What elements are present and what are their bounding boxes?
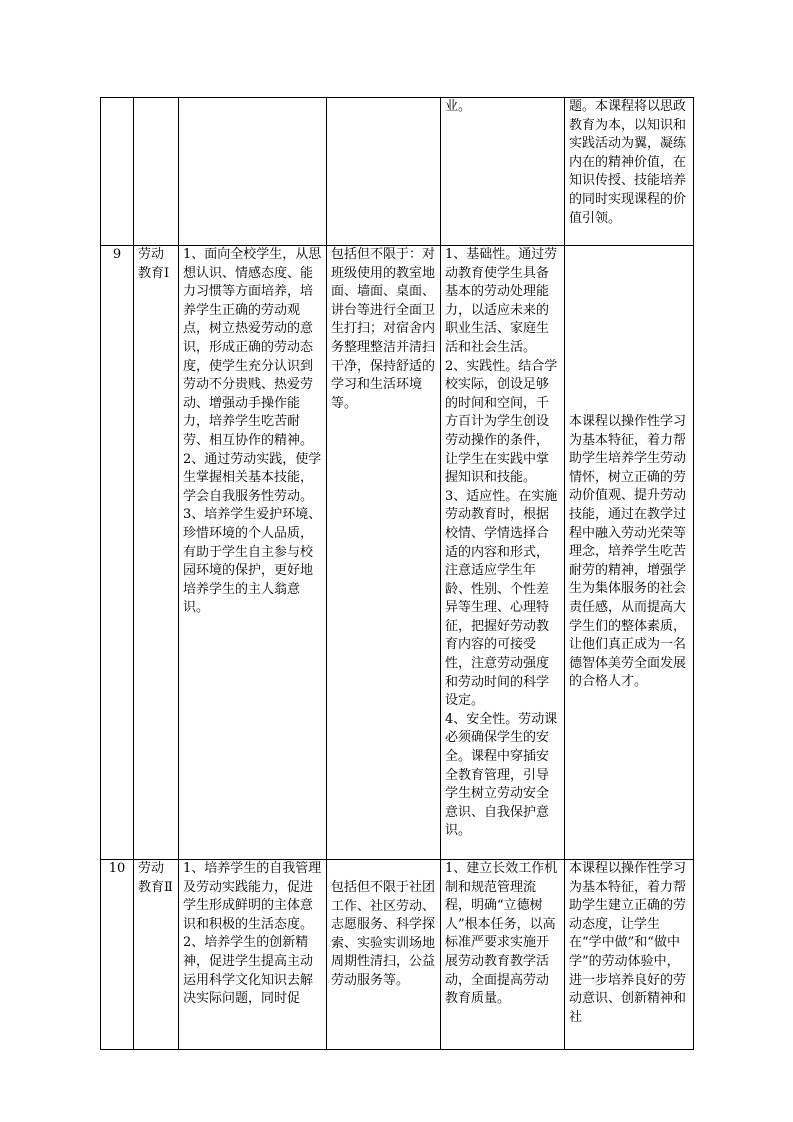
- requirement-paragraph: 4、安全性。劳动课必须确保学生的安全。课程中穿插安全教育管理，引导学生树立劳动安全意识、自我保护意识。: [445, 711, 558, 839]
- course-requirements-cell: [441, 246, 565, 860]
- requirement-paragraph: 1、基础性。通过劳动教育使学生具备基本的劳动处理能力，以适应未来的职业生活、家庭生活和社会生活。: [445, 247, 558, 355]
- course-content-cell: [327, 860, 441, 1050]
- description-paragraph: 题。本课程将以思政教育为本，以知识和实践活动为翼，凝练内在的精神价值，在知识传授、技能培养的同时实现课程的价值引领。: [569, 99, 687, 226]
- course-name-cell: [134, 98, 179, 246]
- curriculum-table: [100, 97, 694, 1050]
- course-name-cell: 劳动教育Ⅰ: [134, 246, 179, 860]
- course-requirements-cell: [441, 98, 565, 246]
- course-number-cell: [101, 98, 134, 246]
- content-paragraph: 包括但不限于：对班级使用的教室地面、墙面、桌面、讲台等进行全面卫生打扫；对宿舍内务整理整洁并清扫干净，保持舒适的学习和生活环境等。: [331, 247, 436, 411]
- course-name-cell: 劳动教育Ⅱ: [134, 860, 179, 1050]
- course-objective-cell: [179, 860, 327, 1050]
- requirement-paragraph: 2、实践性。结合学校实际，创设足够的时间和空间，千方百计为学生创设劳动操作的条件，让学生在实践中掌握知识和技能。: [445, 358, 558, 486]
- requirement-paragraph: 3、适应性。在实施劳动教育时，根据校情、学情选择合适的内容和形式，注意适应学生年龄、性别、个性差异等生理、心理特征，把握好劳动教育内容的可接受性，注意劳动强度和劳动时间的科学设定。: [445, 488, 558, 709]
- course-objective-cell: [179, 98, 327, 246]
- course-content-cell: [327, 98, 441, 246]
- table-row: [101, 246, 694, 860]
- objective-paragraph: 1、培养学生的自我管理及劳动实践能力，促进学生形成鲜明的主体意识和积极的生活态度。: [183, 861, 322, 932]
- course-description-cell: [565, 246, 694, 860]
- course-objective-cell: [179, 246, 327, 860]
- description-paragraph: 本课程以操作性学习为基本特征，着力帮助学生建立正确的劳动态度，让学生在“学中做”和“做中学”的劳动体验中，进一步培养良好的劳动意识、创新精神和社: [569, 861, 687, 1025]
- objective-paragraph: 2、通过劳动实践，使学生掌握相关基本技能，学会自我服务性劳动。: [183, 451, 322, 504]
- objective-paragraph: 1、面向全校学生，从思想认识、情感态度、能力习惯等方面培养，培养学生正确的劳动观点，树立热爱劳动的意识，形成正确的劳动态度，使学生充分认识到劳动不分贵贱、热爱劳动、增强动手操作能力，培养学生吃苦耐劳、相互协作的精神。: [183, 247, 322, 448]
- course-number-cell: 9: [101, 246, 134, 860]
- content-paragraph: 包括但不限于社团工作、社区劳动、志愿服务、科学探索、实验实训场地周期性清扫，公益劳动服务等。: [331, 880, 436, 988]
- objective-paragraph: 2、培养学生的创新精神，促进学生提高主动运用科学文化知识去解决实际问题，同时促: [183, 935, 314, 1007]
- course-description-cell: [565, 98, 694, 246]
- course-requirements-cell: [441, 860, 565, 1050]
- table-row: [101, 860, 694, 1050]
- course-number-cell: 10: [101, 860, 134, 1050]
- requirement-paragraph: 1、建立长效工作机制和规范管理流程，明确“立德树人”根本任务，以高标准严要求实施开展劳动教育教学活动，全面提高劳动教育质量。: [445, 861, 558, 1007]
- table-row: [101, 98, 694, 246]
- objective-paragraph: 3、培养学生爱护环境、珍惜环境的个人品质，有助于学生自主参与校园环境的保护，更好地培养学生的主人翁意识。: [183, 507, 322, 616]
- course-content-cell: [327, 246, 441, 860]
- description-paragraph: 本课程以操作性学习为基本特征，着力帮助学生培养学生劳动情怀，树立正确的劳动价值观、提升劳动技能，通过在教学过程中融入劳动光荣等理念，培养学生吃苦耐劳的精神，增强学生为集体服务的社会责任感，从而提高大学生们的整体素质，让他们真正成为一名德智体美劳全面发展的合格人才。: [569, 414, 687, 690]
- requirement-paragraph: 业。: [445, 99, 472, 114]
- course-description-cell: [565, 860, 694, 1050]
